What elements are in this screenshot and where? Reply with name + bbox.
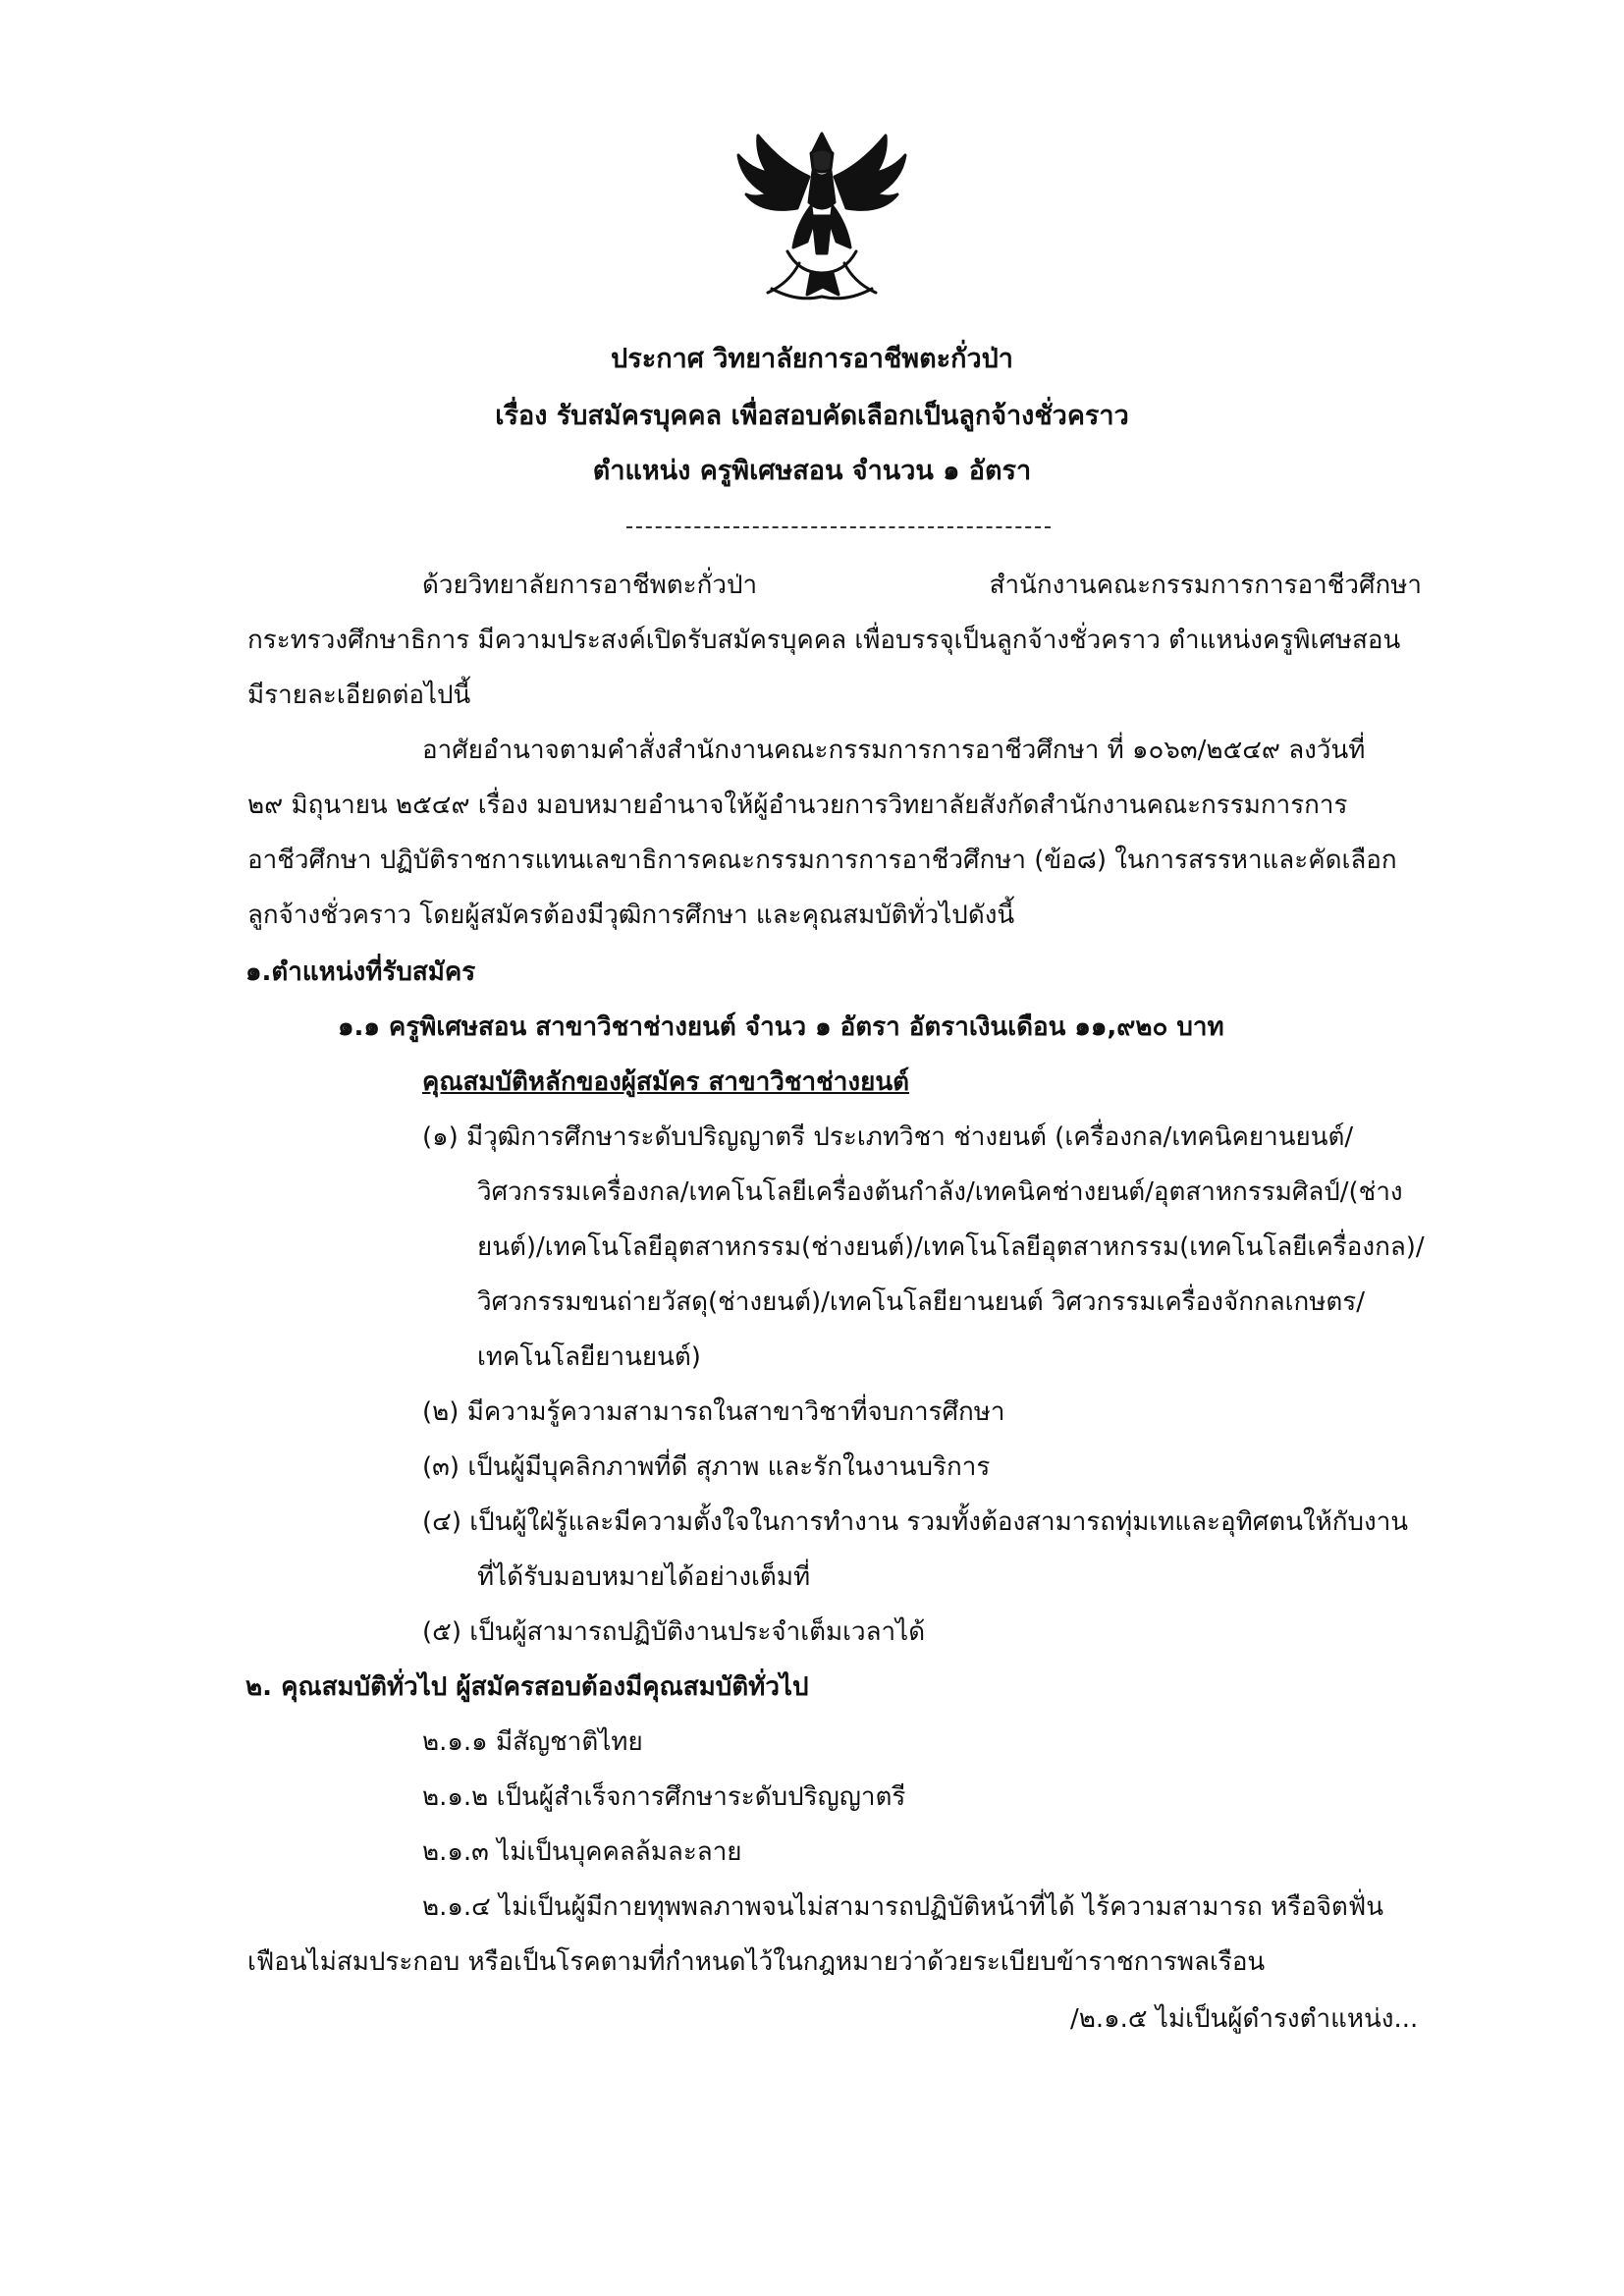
intro-line: มีรายละเอียดต่อไปนี้ (247, 681, 471, 710)
general-qualification-item: ๒.๑.๔ ไม่เป็นผู้มีกายทุพพลภาพจนไม่สามารถปฏิบัติหน้าที่ได้ ไร้ความสามารถ หรือจิตฟั่น (422, 1892, 1383, 1922)
authority-line: อาชีวศึกษา ปฏิบัติราชการแทนเลขาธิการคณะกรรมการการอาชีวศึกษา (ข้อ๘) ในการสรรหาและคัดเลือก (247, 846, 1397, 875)
qualification-item: ที่ได้รับมอบหมายได้อย่างเต็มที่ (477, 1562, 811, 1592)
qualification-item: (๑) มีวุฒิการศึกษาระดับปริญญาตรี ประเภทวิชา ช่างยนต์ (เครื่องกล/เทคนิคยานยนต์/ (422, 1122, 1354, 1152)
qualification-item: (๔) เป็นผู้ใฝ่รู้และมีความตั้งใจในการทำงาน รวมทั้งต้องสามารถทุ่มเทและอุทิศตนให้กับงาน (422, 1507, 1409, 1537)
qualification-item: เทคโนโลยียานยนต์) (477, 1342, 701, 1372)
qualification-item: (๕) เป็นผู้สามารถปฏิบัติงานประจำเต็มเวลาได้ (422, 1617, 926, 1647)
announcement-subject: เรื่อง รับสมัครบุคคล เพื่อสอบคัดเลือกเป็นลูกจ้างชั่วคราว (495, 401, 1129, 431)
position-detail: ๑.๑ ครูพิเศษสอน สาขาวิชาช่างยนต์ จำนว ๑ อัตรา อัตราเงินเดือน ๑๑,๙๒๐ บาท (338, 1012, 1224, 1042)
qualification-item: ยนต์)/เทคโนโลยีอุตสาหกรรม(ช่างยนต์)/เทคโนโลยีอุตสาหกรรม(เทคโนโลยีเครื่องกล)/ (477, 1232, 1425, 1262)
general-qualification-item: ๒.๑.๓ ไม่เป็นบุคคลล้มละลาย (422, 1837, 742, 1867)
qualification-item: (๓) เป็นผู้มีบุคลิกภาพที่ดี สุภาพ และรักในงานบริการ (422, 1452, 991, 1482)
authority-line: อาศัยอำนาจตามคำสั่งสำนักงานคณะกรรมการการอาชีวศึกษา ที่ ๑๐๖๓/๒๕๔๙ ลงวันที่ (422, 736, 1366, 765)
qualification-item: (๒) มีความรู้ความสามารถในสาขาวิชาที่จบการศึกษา (422, 1397, 1005, 1427)
general-qualification-item: ๒.๑.๑ มีสัญชาติไทย (422, 1727, 643, 1757)
section-1-heading: ๑.ตำแหน่งที่รับสมัคร (245, 957, 476, 987)
qualification-heading: คุณสมบัติหลักของผู้สมัคร สาขาวิชาช่างยนต์ (422, 1067, 909, 1097)
announcement-position: ตำแหน่ง ครูพิเศษสอน จำนวน ๑ อัตรา (592, 456, 1032, 486)
authority-line: ๒๙ มิถุนายน ๒๕๔๙ เรื่อง มอบหมายอำนาจให้ผู้อำนวยการวิทยาลัยสังกัดสำนักงานคณะกรรมการการ (247, 791, 1348, 820)
intro-line: กระทรวงศึกษาธิการ มีความประสงค์เปิดรับสมัครบุคคล เพื่อบรรจุเป็นลูกจ้างชั่วคราว ตำแหน่งครูพิเศษสอน (247, 626, 1401, 655)
authority-line: ลูกจ้างชั่วคราว โดยผู้สมัครต้องมีวุฒิการศึกษา และคุณสมบัติทั่วไปดังนี้ (247, 901, 1015, 930)
garuda-emblem-icon (729, 126, 915, 302)
general-qualification-item: เฟือนไม่สมประกอบ หรือเป็นโรคตามที่กำหนดไว้ในกฎหมายว่าด้วยระเบียบข้าราชการพลเรือน (247, 1947, 1266, 1977)
title-divider (626, 526, 1051, 528)
qualification-item: วิศวกรรมขนถ่ายวัสดุ(ช่างยนต์)/เทคโนโลยียานยนต์ วิศวกรรมเครื่องจักกลเกษตร/ (477, 1287, 1366, 1317)
qualification-item: วิศวกรรมเครื่องกล/เทคโนโลยีเครื่องต้นกำลัง/เทคนิคช่างยนต์/อุตสาหกรรมศิลป์/(ช่าง (477, 1177, 1403, 1207)
intro-line: ด้วยวิทยาลัยการอาชีพตะกั่วป่า สำนักงานคณะกรรมการการอาชีวศึกษา (422, 571, 1422, 600)
announcement-title: ประกาศ วิทยาลัยการอาชีพตะกั่วป่า (611, 344, 1013, 374)
general-qualification-item: ๒.๑.๒ เป็นผู้สำเร็จการศึกษาระดับปริญญาตรี (422, 1782, 906, 1812)
continuation-note: /๒.๑.๕ ไม่เป็นผู้ดำรงตำแหน่ง... (1070, 2004, 1419, 2034)
section-2-heading: ๒. คุณสมบัติทั่วไป ผู้สมัครสอบต้องมีคุณสมบัติทั่วไป (245, 1672, 809, 1702)
